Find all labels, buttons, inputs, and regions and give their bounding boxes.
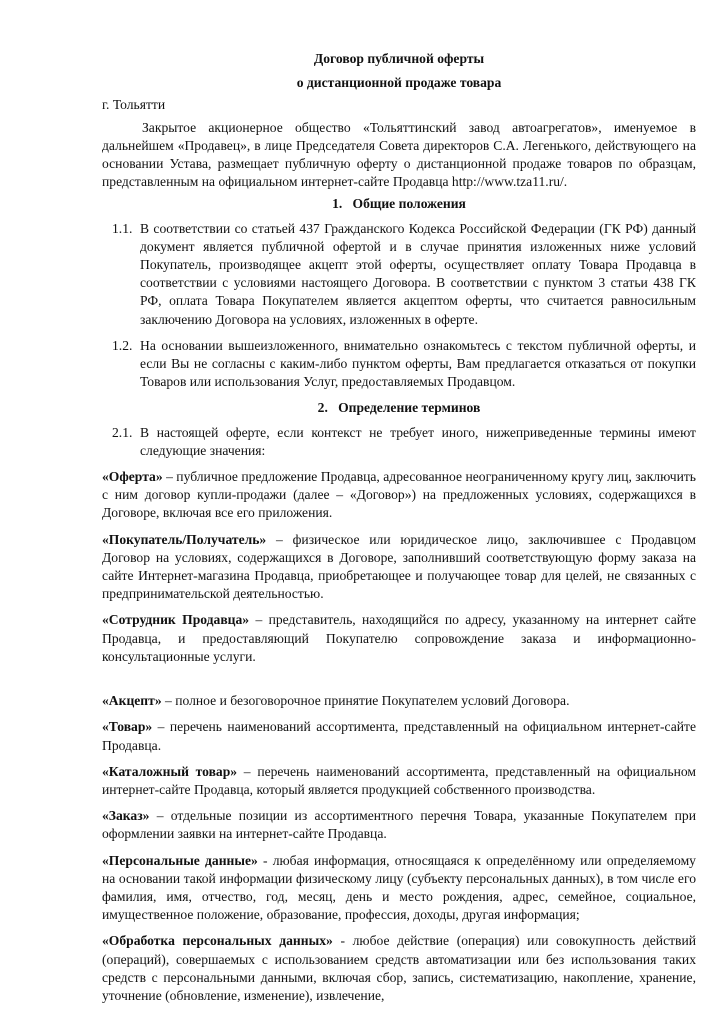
section-number: 1. — [332, 196, 343, 212]
definition-term: «Акцепт» — [102, 693, 162, 709]
definition — [102, 611, 696, 666]
definition-text: – перечень наименований ассортимента, представленный на официальном интернет-сайте Продавца. — [102, 719, 696, 753]
spacer — [102, 674, 696, 692]
section-title: Определение терминов — [338, 400, 481, 416]
clause — [102, 337, 696, 392]
definition-text: - любая информация, относящаяся к определённому или определяемому на основании такой информации физическому лицу (субъекту персональных данных), в том числе его фамилия, имя, отчество, год, месяц, день и место рождения, адрес, семейное, социальное, имущественное положение, образование, профессия, доходы, другая информация; — [102, 852, 696, 923]
section-title: Общие положения — [352, 196, 466, 212]
definition-term: «Обработка персональных данных» — [102, 933, 333, 949]
document-title: Договор публичной оферты — [313, 51, 485, 66]
clause-text: В соответствии со статьей 437 Гражданского Кодекса Российской Федерации (ГК РФ) данный документ является публичной офертой и в случае принятия изложенных ниже условий Покупатель, производящее акцепт этой оферты, осуществляет оплату Товара Продавца в соответствии с условиями настоящего Договора. В соответствии с пунктом 3 статьи 438 ГК РФ, оплата Товара Покупателем является акцептом оферты, что считается равносильным заключению Договора на условиях, изложенных в оферте. — [140, 220, 696, 327]
definition-term: «Товар» — [102, 719, 153, 735]
definition — [102, 932, 696, 1005]
definition-text: – перечень наименований ассортимента, представленный на официальном интернет-сайте Продавца, который является продукцией собственного производства. — [102, 763, 696, 797]
clause-text: В настоящей оферте, если контекст не требует иного, нижеприведенные термины имеют следующие значения: — [140, 424, 696, 458]
definition-text: – публичное предложение Продавца, адресованное неограниченному кругу лиц, заключить с ним договор купли-продажи (далее – «Договор») на предложенных условиях, содержащихся в Договоре, включая все его приложения. — [102, 469, 696, 521]
definition-term: «Оферта» — [102, 469, 163, 485]
definition-term: «Персональные данные» — [102, 852, 258, 868]
clause-number: 1.2. — [112, 337, 133, 353]
city: г. Тольятти — [102, 97, 166, 113]
definition — [102, 468, 696, 523]
definition — [102, 531, 696, 604]
section-heading-1 — [102, 195, 696, 213]
clause-number: 1.1. — [112, 220, 133, 236]
document-subtitle: о дистанционной продаже товара — [296, 75, 502, 91]
definition — [102, 807, 696, 843]
section-number: 2. — [317, 400, 328, 416]
clause — [102, 424, 696, 460]
definition — [102, 852, 696, 925]
intro-paragraph: Закрытое акционерное общество «Тольяттинский завод автоагрегатов», именуемое в дальнейшем «Продавец», в лице Председателя Совета директоров С.А. Легенького, действующего на основании Устава, размещает публичную оферту о дистанционной продаже товаров по образцам, представленным на официальном интернет-сайте Продавца http://www.tza11.ru/. — [102, 119, 696, 190]
definition — [102, 763, 696, 799]
definition-text: – отдельные позиции из ассортиментного перечня Товара, указанные Покупателем при оформлении заявки на интернет-сайте Продавца. — [102, 808, 696, 842]
definition-term: «Сотрудник Продавца» — [102, 612, 250, 628]
clause-text: На основании вышеизложенного, внимательно ознакомьтесь с текстом публичной оферты, и если Вы не согласны с каким-либо пунктом оферты, Вам предлагается отказаться от покупки Товаров или использования Услуг, предоставляемых Продавцом. — [140, 337, 696, 390]
definition-text: – полное и безоговорочное принятие Покупателем условий Договора. — [161, 693, 570, 709]
definition-term: «Заказ» — [102, 808, 150, 824]
definition-text: - любое действие (операция) или совокупность действий (операций), совершаемых с использованием средств автоматизации или без использования таких средств с персональными данными, включая сбор, запись, систематизацию, накопление, хранение, уточнение (обновление, изменение), извлечение, — [102, 933, 697, 1003]
definition — [102, 692, 696, 710]
definition — [102, 718, 696, 754]
definition-text: – представитель, находящийся по адресу, указанному на интернет сайте Продавца, и предоставляющий Покупателю сопровождение заказа и информационно-консультационные услуги. — [102, 612, 696, 664]
clause-number: 2.1. — [112, 424, 133, 440]
clause — [102, 220, 696, 329]
definition-term: «Покупатель/Получатель» — [102, 531, 267, 547]
section-heading-2 — [102, 399, 696, 417]
definition-term: «Каталожный товар» — [102, 763, 238, 779]
definition-text: – физическое или юридическое лицо, заключившее с Продавцом Договор на условиях, содержащихся в Договоре, заполнивший соответствующую форму заказа на сайте Интернет-магазина Продавца, приобретающее и получающее товар для целей, не связанных с предпринимательской деятельностью. — [102, 531, 696, 602]
